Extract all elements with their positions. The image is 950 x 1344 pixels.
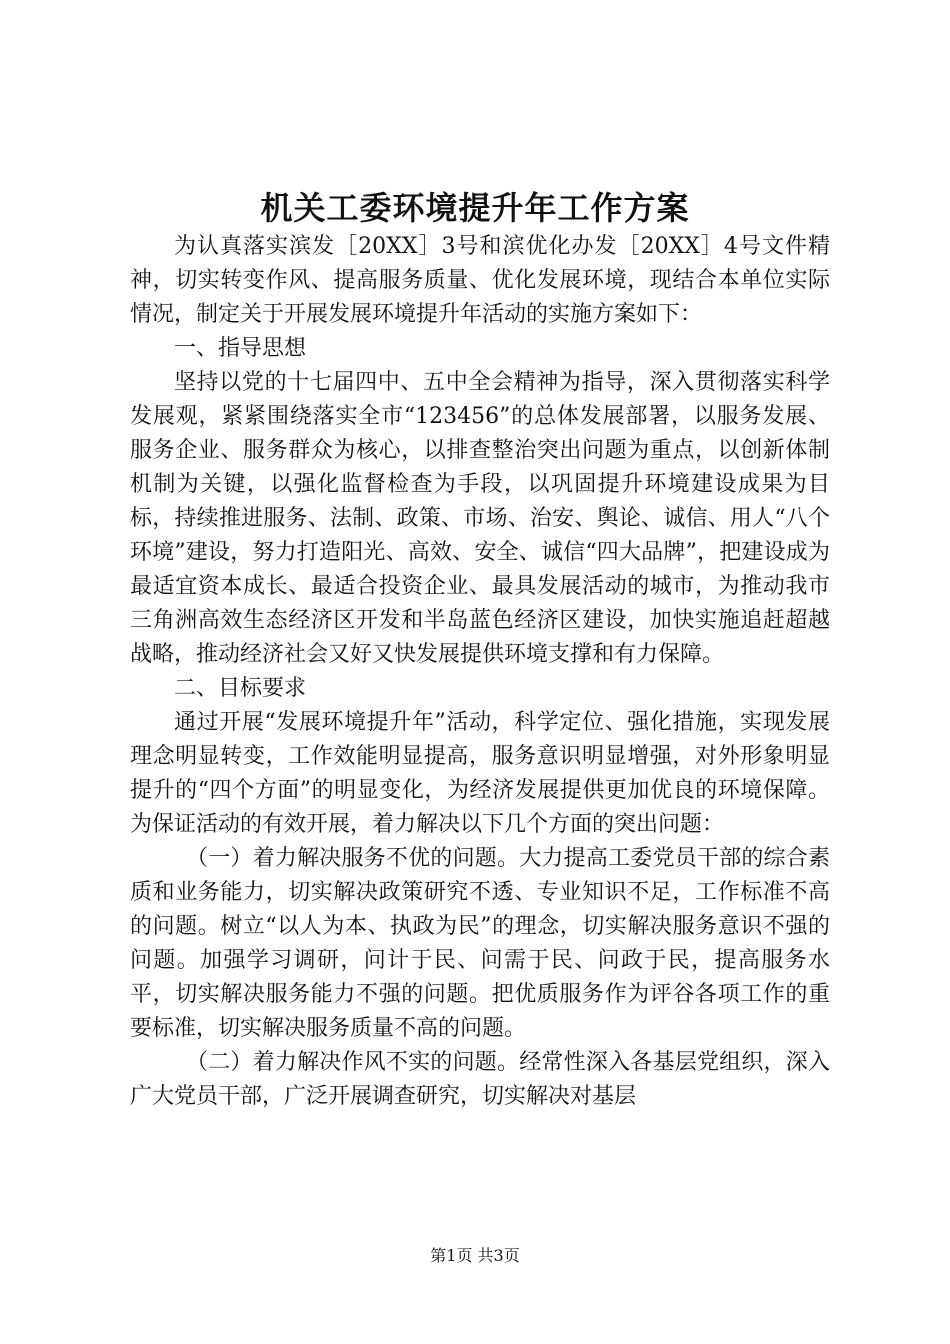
guiding-ideology-paragraph: 坚持以党的十七届四中、五中全会精神为指导，深入贯彻落实科学发展观，紧紧围绕落实全市“123456”的总体发展部署，以服务发展、服务企业、服务群众为核心，以排查整治突出问题为重点，以创新体制机制为关键，以强化监督检查为手段，以巩固提升环境建设成果为目标，持续推进服务、法制、政策、市场、治安、舆论、诚信、用人“八个环境”建设，努力打造阳光、高效、安全、诚信“四大品牌”，把建设成为最适宜资本成长、最适合投资企业、最具发展活动的城市，为推动我市三角洲高效生态经济区开发和半岛蓝色经济区建设，加快实施追赶超越战略，推动经济社会又好又快发展提供环境支撑和有力保障。 bbox=[130, 370, 830, 667]
subsection-service-paragraph: （一）着力解决服务不优的问题。大力提高工委党员干部的综合素质和业务能力，切实解决政策研究不透、专业知识不足，工作标准不高的问题。树立“以人为本、执政为民”的理念，切实解决服务意识不强的问题。加强学习调研，问计于民、问需于民、问政于民，提高服务水平，切实解决服务能力不强的问题。把优质服务作为评谷各项工作的重要标准，切实解决服务质量不高的问题。 bbox=[130, 846, 830, 1041]
page-footer: 第1页 共3页 bbox=[430, 1246, 520, 1265]
document-title: 机关工委环境提升年工作方案 bbox=[260, 189, 690, 227]
document-body bbox=[130, 230, 830, 1114]
subsection-work-style-paragraph: （二）着力解决作风不实的问题。经常性深入各基层党组织，深入广大党员干部，广泛开展调查研究，切实解决对基层 bbox=[130, 1050, 830, 1109]
goals-paragraph: 通过开展“发展环境提升年”活动，科学定位、强化措施，实现发展理念明显转变，工作效能明显提高，服务意识明显增强，对外形象明显提升的“四个方面”的明显变化，为经济发展提供更加优良的环境保障。为保证活动的有效开展，着力解决以下几个方面的突出问题： bbox=[130, 710, 830, 837]
section-heading-goals: 二、目标要求 bbox=[174, 676, 307, 701]
intro-paragraph: 为认真落实滨发［20XX］3号和滨优化办发［20XX］4号文件精神，切实转变作风、提高服务质量、优化发展环境，现结合本单位实际情况，制定关于开展发展环境提升年活动的实施方案如下： bbox=[130, 234, 830, 327]
section-heading-guiding-ideology: 一、指导思想 bbox=[174, 336, 307, 361]
